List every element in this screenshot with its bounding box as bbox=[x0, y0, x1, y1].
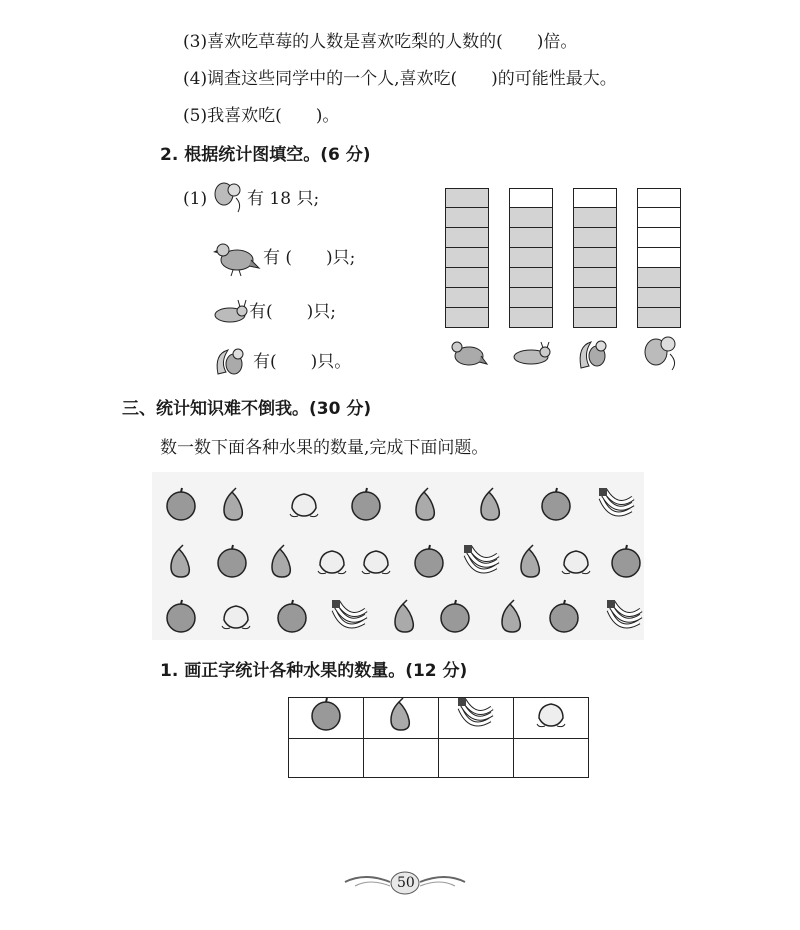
chart-cell bbox=[445, 268, 489, 288]
line2-text: 有 ( )只; bbox=[263, 248, 356, 268]
chart-cell bbox=[637, 228, 681, 248]
apple-icon bbox=[540, 488, 572, 524]
pear-icon bbox=[475, 488, 507, 524]
banana-icon bbox=[597, 488, 637, 524]
chart-cell bbox=[637, 268, 681, 288]
chart-cell bbox=[509, 208, 553, 228]
pear-icon bbox=[385, 698, 417, 734]
peach-icon bbox=[288, 488, 320, 524]
apple-icon bbox=[165, 488, 197, 524]
tally-table bbox=[288, 697, 589, 778]
chart-cell bbox=[445, 228, 489, 248]
page-number: 50 bbox=[397, 875, 415, 891]
chart-cell bbox=[573, 208, 617, 228]
rabbit-icon bbox=[212, 300, 248, 324]
chart-cell bbox=[445, 188, 489, 208]
tally-header-peach bbox=[514, 698, 589, 739]
pear-icon bbox=[389, 600, 421, 636]
apple-icon bbox=[216, 545, 248, 581]
pear-icon bbox=[515, 545, 547, 581]
apple-icon bbox=[413, 545, 445, 581]
chart-cell bbox=[637, 308, 681, 328]
chart-cell bbox=[445, 208, 489, 228]
tally-answer-row bbox=[289, 739, 589, 778]
question-3: (3)喜欢吃草莓的人数是喜欢吃梨的人数的( )倍。 bbox=[183, 32, 578, 52]
line3-text: 有( )只; bbox=[249, 302, 336, 322]
chart-cell bbox=[509, 188, 553, 208]
apple-icon bbox=[610, 545, 642, 581]
section-3-instruction: 数一数下面各种水果的数量,完成下面问题。 bbox=[160, 438, 489, 458]
pear-icon bbox=[218, 488, 250, 524]
chart-cell bbox=[509, 288, 553, 308]
pear-icon bbox=[165, 545, 197, 581]
line1-text: 有 18 只; bbox=[247, 189, 320, 209]
chart-bar-rabbit bbox=[509, 188, 553, 328]
chart-cell bbox=[637, 188, 681, 208]
pear-icon bbox=[496, 600, 528, 636]
tally-header-pear bbox=[364, 698, 439, 739]
banana-icon bbox=[456, 698, 496, 734]
chart-cell bbox=[445, 248, 489, 268]
tally-answer-peach[interactable] bbox=[514, 739, 589, 778]
pigeon-icon bbox=[213, 238, 259, 278]
squirrel-monkey-icon bbox=[212, 180, 244, 214]
apple-icon bbox=[310, 698, 342, 734]
banana-icon bbox=[330, 600, 370, 636]
chart-cell bbox=[573, 248, 617, 268]
chart-cell bbox=[445, 288, 489, 308]
chart-cell bbox=[573, 268, 617, 288]
question-5: (5)我喜欢吃( )。 bbox=[183, 106, 340, 126]
chart-squirrel-monkey-icon bbox=[640, 334, 680, 372]
pear-icon bbox=[266, 545, 298, 581]
peach-icon bbox=[316, 545, 348, 581]
peach-icon bbox=[360, 545, 392, 581]
tally-header-row bbox=[289, 698, 589, 739]
question-4: (4)调查这些同学中的一个人,喜欢吃( )的可能性最大。 bbox=[183, 69, 617, 89]
tally-header-apple bbox=[289, 698, 364, 739]
chart-cell bbox=[573, 308, 617, 328]
chart-cell bbox=[509, 268, 553, 288]
pear-icon bbox=[410, 488, 442, 524]
chart-pigeon-icon bbox=[447, 338, 487, 372]
line4-text: 有( )只。 bbox=[253, 352, 352, 372]
chart-cell bbox=[509, 248, 553, 268]
apple-icon bbox=[548, 600, 580, 636]
chart-cell bbox=[445, 308, 489, 328]
line1-prefix: (1) bbox=[183, 189, 208, 209]
peach-icon bbox=[220, 600, 252, 636]
squirrel-icon bbox=[214, 344, 248, 378]
apple-icon bbox=[439, 600, 471, 636]
chart-bar-squirrel-monkey bbox=[637, 188, 681, 328]
apple-icon bbox=[276, 600, 308, 636]
tally-header-banana bbox=[439, 698, 514, 739]
chart-rabbit-icon bbox=[511, 342, 553, 366]
banana-icon bbox=[462, 545, 502, 581]
chart-bar-squirrel bbox=[573, 188, 617, 328]
chart-cell bbox=[509, 228, 553, 248]
tally-answer-pear[interactable] bbox=[364, 739, 439, 778]
peach-icon bbox=[535, 698, 567, 734]
section-2-title: 2. 根据统计图填空。(6 分) bbox=[160, 145, 371, 165]
banana-icon bbox=[605, 600, 645, 636]
apple-icon bbox=[165, 600, 197, 636]
chart-cell bbox=[637, 288, 681, 308]
chart-cell bbox=[637, 208, 681, 228]
tally-answer-apple[interactable] bbox=[289, 739, 364, 778]
chart-cell bbox=[509, 308, 553, 328]
chart-cell bbox=[573, 228, 617, 248]
chart-bar-pigeon bbox=[445, 188, 489, 328]
apple-icon bbox=[350, 488, 382, 524]
peach-icon bbox=[560, 545, 592, 581]
question-1-title: 1. 画正字统计各种水果的数量。(12 分) bbox=[160, 661, 468, 681]
chart-squirrel-icon bbox=[577, 336, 613, 372]
chart-cell bbox=[573, 288, 617, 308]
section-3-title: 三、统计知识难不倒我。(30 分) bbox=[122, 399, 372, 419]
chart-cell bbox=[573, 188, 617, 208]
tally-answer-banana[interactable] bbox=[439, 739, 514, 778]
chart-cell bbox=[637, 248, 681, 268]
